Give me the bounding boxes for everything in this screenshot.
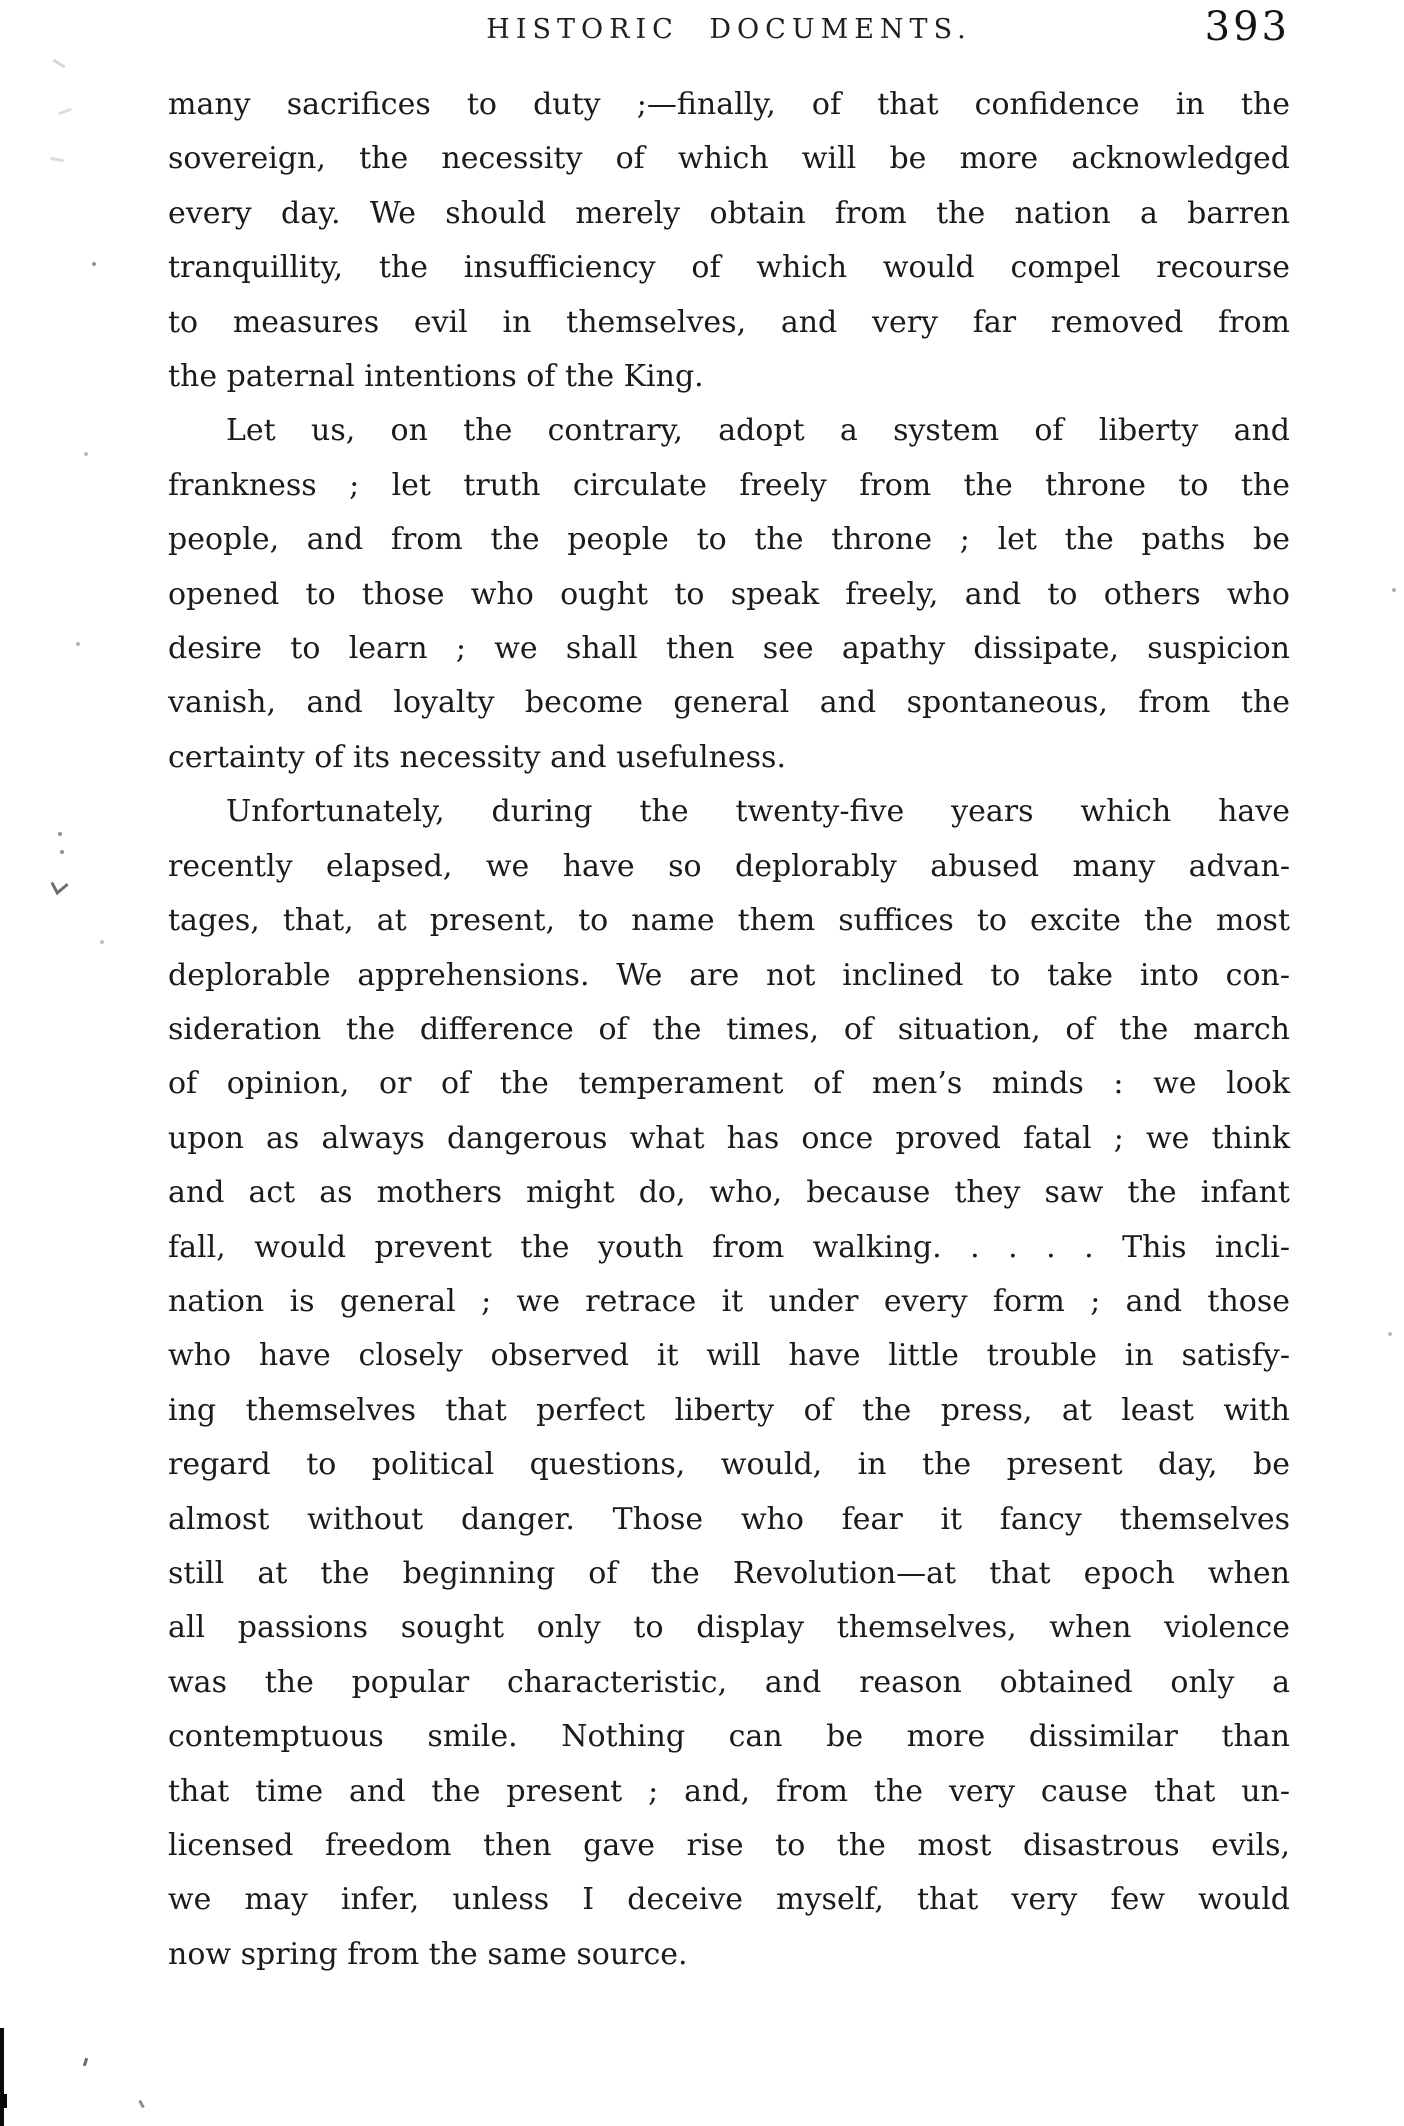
text-line: still at the beginning of the Revolution—at that epoch when — [168, 1555, 1290, 1591]
text-line: all passions sought only to display themselves, when violence — [168, 1610, 1290, 1646]
text-line: ing themselves that perfect liberty of the press, at least with — [168, 1392, 1290, 1428]
text-line: contemptuous smile. Nothing can be more dissimilar than — [168, 1719, 1290, 1755]
page-body — [168, 78, 1290, 1982]
text-line: certainty of its necessity and usefulness. — [168, 739, 786, 775]
scan-artifact — [58, 832, 62, 836]
text-line: vanish, and loyalty become general and spontaneous, from the — [168, 685, 1290, 721]
scan-artifact — [76, 642, 80, 646]
text-line: tranquillity, the insufficiency of which would compel recourse — [168, 250, 1290, 286]
text-line: every day. We should merely obtain from the nation a barren — [168, 195, 1290, 231]
text-line: fall, would prevent the youth from walking. . . . . This incli- — [168, 1229, 1290, 1265]
scan-artifact — [0, 2028, 4, 2126]
text-line: deplorable apprehensions. We are not inclined to take into con- — [168, 957, 1290, 993]
text-line: Let us, on the contrary, adopt a system of liberty and — [226, 413, 1290, 449]
text-line: people, and from the people to the throne ; let the paths be — [168, 522, 1290, 558]
scan-artifact — [52, 59, 65, 69]
scan-artifact — [138, 2100, 144, 2108]
scan-artifact — [92, 262, 96, 266]
scan-artifact — [58, 108, 72, 116]
text-line: tages, that, at present, to name them suffices to excite the most — [168, 903, 1290, 939]
page-header — [168, 4, 1290, 62]
text-line: upon as always dangerous what has once proved fatal ; we think — [168, 1120, 1290, 1156]
paragraph — [168, 78, 1290, 404]
page-number: 393 — [1204, 4, 1290, 50]
scan-artifact — [60, 850, 64, 854]
text-line: of opinion, or of the temperament of men’s minds : we look — [168, 1066, 1290, 1102]
text-line: recently elapsed, we have so deplorably abused many advan- — [168, 848, 1290, 884]
running-title: HISTORIC DOCUMENTS. — [486, 14, 972, 45]
text-line: almost without danger. Those who fear it fancy themselves — [168, 1501, 1290, 1537]
scan-artifact — [100, 940, 104, 944]
scan-artifact — [1392, 588, 1396, 592]
text-line: licensed freedom then gave rise to the most disastrous evils, — [168, 1828, 1290, 1863]
scan-artifact — [83, 2058, 88, 2067]
text-line: desire to learn ; we shall then see apathy dissipate, suspicion — [168, 631, 1290, 667]
text-line: that time and the present ; and, from the very cause that un- — [168, 1773, 1290, 1809]
text-line: many sacrifices to duty ;—finally, of that confidence in the — [168, 87, 1290, 122]
text-line: the paternal intentions of the King. — [168, 359, 704, 395]
scan-artifact — [51, 874, 69, 895]
text-line: frankness ; let truth circulate freely from the throne to the — [168, 467, 1290, 503]
text-line: Unfortunately, during the twenty-five years which have — [226, 794, 1290, 830]
paragraph — [168, 785, 1290, 1982]
text-line: sovereign, the necessity of which will be more acknowledged — [168, 141, 1290, 177]
scan-artifact — [84, 452, 88, 456]
text-line: who have closely observed it will have little trouble in satisfy- — [168, 1338, 1290, 1374]
text-line: now spring from the same source. — [168, 1936, 688, 1972]
text-line: was the popular characteristic, and reason obtained only a — [168, 1664, 1290, 1700]
text-line: to measures evil in themselves, and very far removed from — [168, 304, 1290, 340]
text-line: opened to those who ought to speak freely, and to others who — [168, 576, 1290, 612]
paragraph — [168, 404, 1290, 785]
text-line: sideration the difference of the times, of situation, of the march — [168, 1011, 1290, 1047]
text-line: and act as mothers might do, who, because they saw the infant — [168, 1175, 1290, 1211]
scan-artifact — [0, 2094, 7, 2108]
text-line: we may infer, unless I deceive myself, that very few would — [168, 1882, 1290, 1918]
text-line: nation is general ; we retrace it under every form ; and those — [168, 1283, 1290, 1319]
scan-artifact — [50, 157, 64, 163]
scan-artifact — [1388, 1332, 1392, 1336]
text-line: regard to political questions, would, in the present day, be — [168, 1447, 1290, 1483]
